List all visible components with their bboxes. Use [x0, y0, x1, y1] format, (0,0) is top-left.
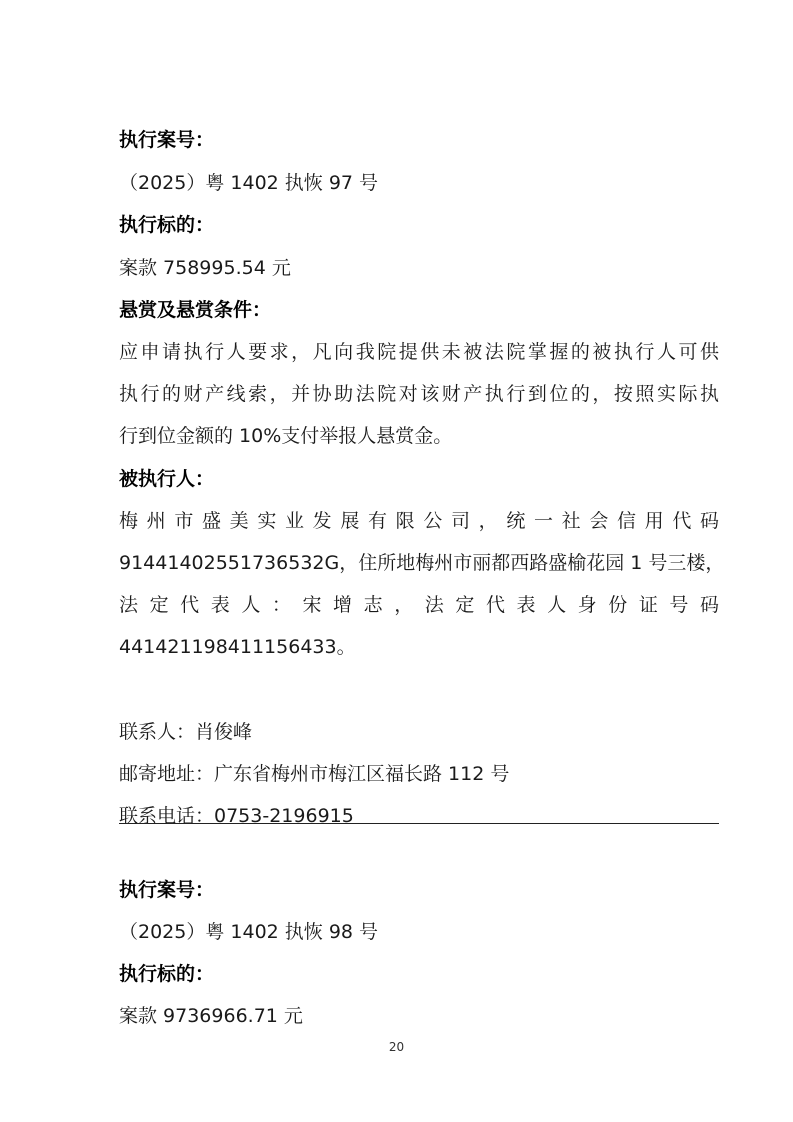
- executed-party-line: 法定代表人：宋增志，法定代表人身份证号码: [119, 594, 719, 616]
- executed-party-line: 91441402551736532G，住所地梅州市丽都西路盛榆花园 1 号三楼，: [119, 552, 725, 574]
- case-number-label: 执行案号：: [119, 879, 215, 901]
- executed-party-line: 441421198411156433。: [119, 636, 356, 658]
- reward-conditions-line: 应申请执行人要求，凡向我院提供未被法院掌握的被执行人可供: [119, 341, 719, 363]
- case-number: （2025）粤 1402 执恢 97 号: [119, 172, 379, 194]
- execution-target: 案款 9736966.71 元: [119, 1005, 303, 1027]
- executed-party-label: 被执行人：: [119, 468, 215, 490]
- case-number: （2025）粤 1402 执恢 98 号: [119, 921, 379, 943]
- reward-conditions-line: 执行的财产线索，并协助法院对该财产执行到位的，按照实际执: [119, 383, 719, 405]
- page-number: 20: [388, 1040, 405, 1054]
- execution-target-label: 执行标的：: [119, 963, 215, 985]
- execution-target-label: 执行标的：: [119, 214, 215, 236]
- case-number-label: 执行案号：: [119, 129, 215, 151]
- contact-person: 联系人：肖俊峰: [119, 721, 253, 743]
- reward-conditions-line: 行到位金额的 10%支付举报人悬赏金。: [119, 425, 453, 447]
- section-divider: [119, 823, 719, 824]
- contact-phone: 联系电话：0753-2196915: [119, 805, 354, 827]
- executed-party-line: 梅州市盛美实业发展有限公司，统一社会信用代码: [119, 510, 719, 532]
- execution-target: 案款 758995.54 元: [119, 257, 291, 279]
- reward-conditions-label: 悬赏及悬赏条件：: [119, 299, 272, 321]
- mail-address: 邮寄地址：广东省梅州市梅江区福长路 112 号: [119, 763, 510, 785]
